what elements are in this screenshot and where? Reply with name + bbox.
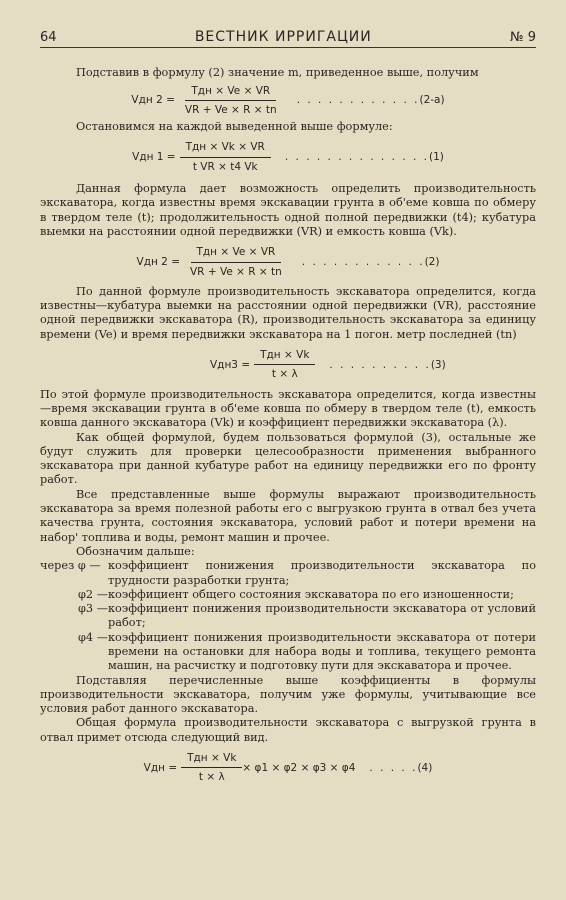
formula-lhs: Vдн3 = bbox=[210, 358, 251, 371]
list-item bbox=[40, 602, 536, 631]
page-number: 64 bbox=[40, 30, 57, 45]
list-label: φ4 — bbox=[78, 630, 108, 644]
formula-3 bbox=[210, 348, 536, 382]
denominator: t × λ bbox=[271, 368, 298, 381]
coefficient-list bbox=[40, 559, 536, 673]
formula-tag: (4) bbox=[417, 761, 433, 774]
leader-dots: . . . . . . . . . . . . bbox=[296, 94, 420, 107]
formula-1 bbox=[40, 140, 536, 174]
formula-lhs: Vдн 2 = bbox=[131, 94, 175, 107]
numerator: Tдн × Ve × VR bbox=[191, 245, 282, 262]
list-text: коэффициент понижения производительности экскаватора по трудности разработки грунта; bbox=[108, 559, 536, 587]
formula-fraction bbox=[179, 84, 283, 118]
formula-fraction bbox=[181, 751, 242, 785]
paragraph-9: Подставляя перечисленные выше коэффициенты в формулы производительности экскаватора, получим уже формулы, учитывающие все условия работ данного экскаватора. bbox=[40, 673, 536, 716]
leader-dots: . . . . . . . . . . . . . . bbox=[284, 151, 429, 164]
denominator: t × λ bbox=[198, 771, 225, 784]
formula-lhs: Vдн 1 = bbox=[132, 151, 176, 164]
formula-lhs: Vдн 2 = bbox=[136, 255, 180, 268]
formula-2 bbox=[40, 245, 536, 279]
formula-fraction bbox=[180, 140, 271, 174]
formula-tag: (2) bbox=[424, 255, 440, 268]
leader-dots: . . . . . bbox=[369, 761, 418, 774]
paragraph-5: По этой формуле производительность экскаватора определится, когда известны—время экскавации грунта в об'еме ковша по обмеру в твердом теле (t), емкость ковша данного экскаватора (Vk) и коэффициент передвижки экскаватора (λ). bbox=[40, 387, 536, 430]
numerator: Tдн × Vk bbox=[254, 348, 315, 365]
denominator: VR + Ve × R × tn bbox=[190, 265, 282, 278]
paragraph-10: Общая формула производительности экскаватора с выгрузкой грунта в отвал примет отсюда следующий вид. bbox=[40, 716, 536, 744]
numerator: Tдн × Ve × VR bbox=[185, 84, 276, 101]
numerator: Tдн × Vk × VR bbox=[180, 140, 271, 157]
numerator: Tдн × Vk bbox=[181, 751, 242, 768]
formula-lhs: Vдн = bbox=[143, 761, 178, 774]
formula-tag: (2-а) bbox=[419, 94, 445, 107]
list-text: коэффициент понижения производительности экскаватора от условий работ; bbox=[108, 602, 536, 630]
formula-4 bbox=[40, 751, 536, 785]
formula-tag: (1) bbox=[428, 151, 444, 164]
journal-title: ВЕСТНИК ИРРИГАЦИИ bbox=[194, 29, 372, 45]
paragraph-7: Все представленные выше формулы выражают производительность экскаватора за время полезной работы его с выгрузкою грунта в отвал без учета качества грунта, состояния экскаватора, условий работ и потери времени на набор' топлива и воды, ремонт машин и прочее. bbox=[40, 487, 536, 544]
list-label: через φ — bbox=[40, 559, 101, 573]
paragraph-2: Остановимся на каждой выведенной выше формуле: bbox=[76, 120, 393, 134]
denominator: VR + Ve × R × tn bbox=[184, 103, 277, 116]
list-label: φ3 — bbox=[78, 602, 108, 616]
formula-tag: (3) bbox=[430, 358, 446, 371]
paragraph-1: Подставив в формулу (2) значение m, приведенное выше, получим bbox=[76, 66, 479, 80]
list-item bbox=[40, 588, 536, 602]
paragraph-6: Как общей формулой, будем пользоваться формулой (3), остальные же будут служить для проверки целесообразности применения выбранного экскаватора при данной кубатуре работ на единицу передвижки его по фронту работ. bbox=[40, 430, 536, 487]
paragraph-4: По данной формуле производительность экскаватора определится, когда известны—кубатура выемки на расстоянии одной передвижки (VR), расстояние одной передвижки экскаватора (R), производительность экскаватора за единицу времени (Ve) и время передвижки экскаватора на 1 погон. метр последней (tn) bbox=[40, 284, 536, 341]
list-text: коэффициент понижения производительности экскаватора от потери времени на остановки для набора воды и топлива, текущего ремонта машин, на расчистку и подготовку пути для экскаватора и прочее. bbox=[108, 630, 536, 673]
leader-dots: . . . . . . . . . . bbox=[329, 358, 431, 371]
formula-fraction bbox=[184, 245, 288, 279]
paragraph-8: Обозначим дальше: bbox=[76, 544, 195, 558]
list-item bbox=[40, 631, 536, 674]
paragraph-3: Данная формула дает возможность определить производительность экскаватора, когда известны время экскавации грунта в об'еме ковша по обмеру в твердом теле (t); продолжительность одной полной передвижки (t4); кубатура выемки на расстоянии одной передвижки (VR) и емкость ковша (Vk). bbox=[40, 182, 536, 238]
formula-coefficients: × φ1 × φ2 × φ3 × φ4 bbox=[242, 761, 356, 774]
list-item bbox=[40, 559, 536, 588]
formula-fraction bbox=[254, 348, 315, 382]
formula-2a bbox=[40, 84, 536, 118]
list-text: коэффициент общего состояния экскаватора по его изношенности; bbox=[108, 587, 514, 601]
page-header bbox=[40, 30, 536, 48]
denominator: t VR × t4 Vk bbox=[192, 160, 258, 173]
list-label: φ2 — bbox=[78, 587, 108, 601]
issue-number: № 9 bbox=[510, 30, 536, 45]
leader-dots: . . . . . . . . . . . . bbox=[301, 255, 425, 268]
